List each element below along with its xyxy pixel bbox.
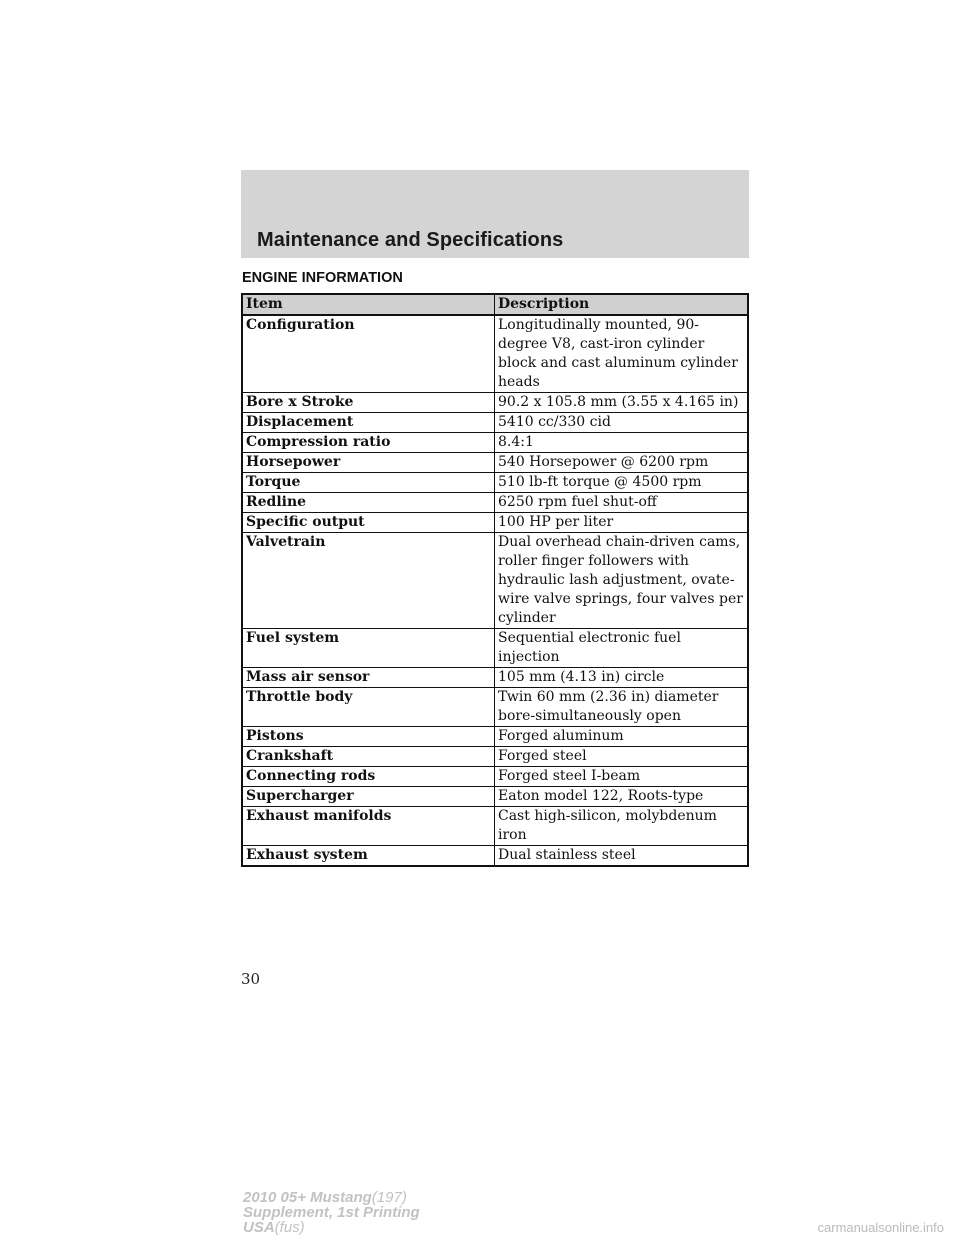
row-item: Crankshaft: [242, 747, 495, 767]
footer-line-3: [243, 1220, 420, 1235]
section-header-title: Maintenance and Specifications: [257, 229, 564, 251]
print-footer: [243, 1190, 420, 1235]
row-description: Longitudinally mounted, 90-degree V8, cast-iron cylinder block and cast aluminum cylinder heads: [495, 315, 749, 393]
table-row: [242, 513, 748, 533]
row-description: 90.2 x 105.8 mm (3.55 x 4.165 in): [495, 393, 749, 413]
row-description: Sequential electronic fuel injection: [495, 629, 749, 668]
row-description: 100 HP per liter: [495, 513, 749, 533]
row-description: Forged steel: [495, 747, 749, 767]
watermark: carmanualsonline.info: [817, 1220, 944, 1235]
table-row: [242, 453, 748, 473]
row-description: Twin 60 mm (2.36 in) diameter bore-simultaneously open: [495, 688, 749, 727]
row-item: Configuration: [242, 315, 495, 393]
row-description: 5410 cc/330 cid: [495, 413, 749, 433]
row-description: 8.4:1: [495, 433, 749, 453]
footer-line-2: [243, 1205, 420, 1220]
table-row: [242, 393, 748, 413]
row-description: 540 Horsepower @ 6200 rpm: [495, 453, 749, 473]
row-item: Compression ratio: [242, 433, 495, 453]
row-description: Cast high-silicon, molybdenum iron: [495, 807, 749, 846]
table-row: [242, 688, 748, 727]
table-row: [242, 629, 748, 668]
table-row: [242, 668, 748, 688]
section-header-band: [241, 170, 749, 258]
row-item: Throttle body: [242, 688, 495, 727]
row-item: Torque: [242, 473, 495, 493]
row-description: 105 mm (4.13 in) circle: [495, 668, 749, 688]
column-header-description: Description: [495, 294, 749, 315]
row-item: Valvetrain: [242, 533, 495, 629]
footer-code: (197): [371, 1189, 407, 1206]
table-row: [242, 727, 748, 747]
page-title: ENGINE INFORMATION: [242, 270, 403, 286]
row-description: 510 lb-ft torque @ 4500 rpm: [495, 473, 749, 493]
row-item: Mass air sensor: [242, 668, 495, 688]
row-item: Exhaust manifolds: [242, 807, 495, 846]
table-row: [242, 747, 748, 767]
row-description: Forged steel I-beam: [495, 767, 749, 787]
table-row: [242, 433, 748, 453]
row-item: Exhaust system: [242, 846, 495, 867]
footer-line-1: [243, 1190, 420, 1205]
table-row: [242, 315, 748, 393]
row-description: 6250 rpm fuel shut-off: [495, 493, 749, 513]
row-description: Dual stainless steel: [495, 846, 749, 867]
footer-region: USA: [243, 1219, 275, 1236]
row-item: Horsepower: [242, 453, 495, 473]
footer-region-code: (fus): [274, 1219, 305, 1236]
row-description: Eaton model 122, Roots-type: [495, 787, 749, 807]
row-item: Fuel system: [242, 629, 495, 668]
page-number: 30: [241, 970, 261, 988]
table-row: [242, 807, 748, 846]
table-row: [242, 787, 748, 807]
engine-spec-table: [241, 293, 749, 867]
table-row: [242, 413, 748, 433]
footer-model: 2010 05+ Mustang: [243, 1189, 372, 1206]
table-row: [242, 533, 748, 629]
row-item: Redline: [242, 493, 495, 513]
table-row: [242, 846, 748, 867]
row-item: Supercharger: [242, 787, 495, 807]
row-item: Displacement: [242, 413, 495, 433]
row-item: Specific output: [242, 513, 495, 533]
row-item: Pistons: [242, 727, 495, 747]
row-item: Connecting rods: [242, 767, 495, 787]
table-row: [242, 473, 748, 493]
column-header-item: Item: [242, 294, 495, 315]
row-description: Dual overhead chain-driven cams, roller finger followers with hydraulic lash adjustment, ovate-wire valve springs, four valves per cylinder: [495, 533, 749, 629]
table-row: [242, 493, 748, 513]
footer-printing: Supplement, 1st Printing: [243, 1204, 420, 1221]
row-item: Bore x Stroke: [242, 393, 495, 413]
table-header-row: [242, 294, 748, 315]
table-row: [242, 767, 748, 787]
row-description: Forged aluminum: [495, 727, 749, 747]
